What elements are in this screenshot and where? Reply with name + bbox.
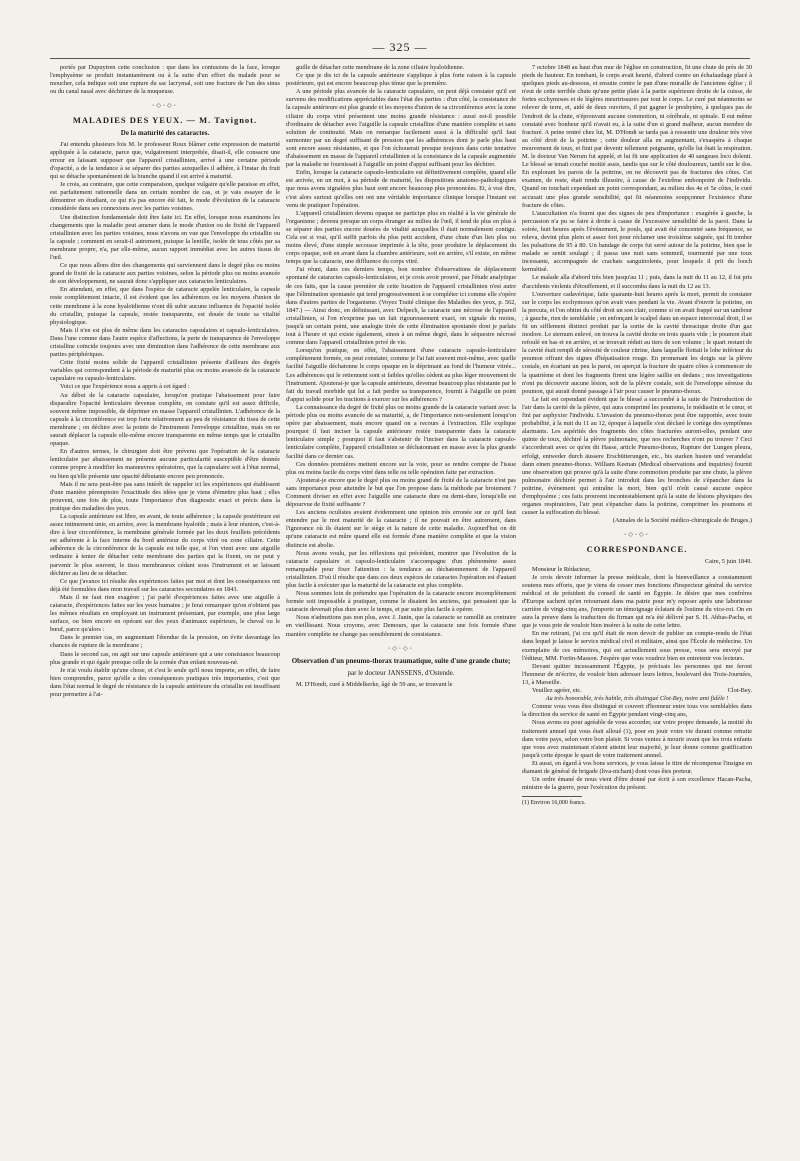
observation-title: Observation d'un pneumo-thorax traumatique, suite d'une grande chute;: [291, 656, 511, 665]
paragraph: Mais il ne faut rien exagérer ; j'ai parlé d'expériences faites avec une aiguille à cataracte, d'expériences faites sur les yeux humains ; je ferai remarquer qu'on n'obtient pas les mêmes résultats en employant un instrument présentant, par exemple, une plus large surface, ou bien encore en opérant sur des yeux d'animaux supérieurs, le cheval ou le bœuf, parce qu'alors :: [50, 593, 280, 634]
paragraph: Les anciens oculistes avaient évidemment une opinion très erronée sur ce qu'il faut entendre par le mot maturité de la cataracte ; il ne pouvait en être autrement, dans l'ignorance où ils étaient sur le siège et la nature de cette maladie. Aujourd'hui on dit qu'une cataracte est mûre quand elle est formée d'une manière complète et que la vision distincte est abolie.: [286, 509, 516, 549]
ornament-divider: ◦◇◦◇◦: [388, 645, 414, 652]
paragraph: Ce que nous allons dire des changements qui surviennent dans le degré plus ou moins grand de fixité de la cataracte aux parties voisines, selon la période plus ou moins avancée de son développement, ne saurait donc s'appliquer aux cataractes lenticulaires.: [50, 262, 280, 286]
paragraph: J'ai entendu plusieurs fois M. le professeur Roux blâmer cette expression de maturité appliquée à la cataracte, parce que, vulgairement interprétée, disait-il, elle consacre une erreur en laissant supposer que l'appareil cristallinien, arrivé à une certaine période d'opacité, a de la tendance à se séparer des parties auxquelles il adhère, à l'instar du fruit qui se détache spontanément de la branche quand il est arrivé à maturité.: [50, 140, 280, 181]
paragraph: En d'autres termes, le chirurgien doit être prévenu que l'opération de la cataracte lenticulaire par abaissement ne présente aucune particularité susceptible d'être donnée comme propre à modifier les manœuvres opératoires, que la capsulaire soit à l'état normal, ou bien qu'elle présente une opacité débutante encore peu prononcée.: [50, 448, 280, 480]
paragraph: A une période plus avancée de la cataracte capsulaire, on peut déjà constater qu'il est survenu des modifications appréciables dans l'état des parties : d'un côté, la consistance de la capsule antérieure est plus grande et les moyens d'union de sa circonférence avec la zone ciliaire du corps vitré présentent une moins grande résistance : aussi est-il possible d'ordinaire de détacher avec l'aiguille la capsule cristalline d'une manière complète et sans solution de continuité. Mais on remarque facilement aussi à la difficulté qu'il faut surmonter par un degré suffisant de pression que les adhérences dont je parle plus haut sont encore assez résistantes, et que l'on échouerait presque toujours dans cette tentative d'abaissement en masse de l'appareil cristallinien si la consistance de la capsule augmentée par la maladie ne fournissait à l'aiguille un point d'appui suffisant pour les déchirer.: [286, 88, 516, 169]
paragraph: En attendant, en effet, que dans l'espèce de cataracte appelée lenticulaire, la capsule reste complètement intacte, il est évident que les adhérences ou les moyens d'union de cette membrane à la zone hyaloïdienne n'ont dû subir aucune influence de l'opacité isolée du cristallin, puisque la capsule, restée transparente, est douée de toute sa vitalité physiologique.: [50, 286, 280, 326]
paragraph: La capsule antérieure est libre, en avant, de toute adhérence ; la capsule postérieure est assez intimement unie, en arrière, avec la membrane hyaloïde ; mais à leur réunion, c'est-à-dire à leur circonférence, la membrane générale formée par les deux feuillets précédents est adhérente à la face interne du bord antérieur du corps vitré ou zone ciliaire. Cette adhérence de la circonférence de la capsule est telle que, si l'on vient avec une aiguille ordinaire à tenter de détacher cette membrane des parties qui la fixent, on ne peut y parvenir le plus souvent, le tissu membraneux cédant sous l'instrument et se laissant déchirer au lieu de se détacher.: [50, 512, 280, 577]
correspondence-title: CORRESPONDANCE.: [586, 544, 688, 555]
paragraph: portés par Dupuytren cette conclusion : que dans les contusions de la face, lorsque l'emphysème se produit instantanément ou à la suite d'un effort du malade pour se moucher, cela indique soit une rupture du sac lacrymal, soit une fracture de l'un des sinus ou du canal nasal avec déchirure de la muqueuse.: [50, 64, 280, 96]
paragraph: J'ai réuni, dans ces derniers temps, bon nombre d'observations de déplacement spontané de cataractes capsulo-lenticulaires, et je crois avoir prouvé, par l'étude analytique de ces faits, que la cause première de cette luxation de l'appareil cristallinien n'est autre que l'élimination spontanée qui tend progressivement à se compléter ici comme elle s'opère dans d'autres parties de l'organisme. (Voyez Traité clinique des Maladies des yeux, p. 562, 1847.) — Ainsi donc, en définissant, avec Delpech, la cataracte une nécrose de l'appareil cristallinien, si l'on n'exprime pas un fait rigoureusement exact, on signale du moins, jusqu'à un certain point, une analogie tirée de cette élimination spontanée dont je parlais tout à l'heure et qui existe également, sinon à un même degré, dans le séquestre nécrosé comme dans l'appareil cristallinien privé de vie.: [286, 266, 516, 347]
paragraph: L'auscultation n'a fourni que des signes de peu d'importance : exagérée à gauche, la percussion n'a pu se faire à droite à cause de l'excessive sensibilité de la paroi. Dans la soirée, huit heures après l'événement, le pouls, qui avait été concentré sans fréquence, se releva, devint plus plein et assez fort pour réclamer une troisième saignée, qui fit tomber les pulsations de 95 à 80. Un bandage de corps fut serré autour de la poitrine, bien que le malade se sentit soulagé ; il passa une nuit sans sommeil, tourmenté par une toux incessante, accompagnée de crachats sanguinolents, pour lesquels il prit du looch kermétisé.: [522, 209, 752, 274]
paragraph: L'appareil cristallinien devenu opaque ne participe plus en réalité à la vie générale de l'organisme ; devenu presque un corps étranger au milieu de l'œil, il tend de plus en plus à se séparer des parties encore douées de vitalité auxquelles il était normalement contigu. Cela est si vrai, qu'il suffit parfois du plus petit accident, d'une chute d'un lieu plus ou moins élevé, d'une simple secousse imprimée à la tête, pour produire le déplacement du corps opaque, soit en avant dans la chambre antérieure, soit en arrière, s'il existe, en même temps que la cataracte, une diffluence du corps vitré.: [286, 209, 516, 266]
paragraph: guille de détacher cette membrane de la zone ciliaire hyaloïdienne.: [296, 64, 465, 71]
letter-dateline: Caire, 5 juin 1849.: [704, 557, 752, 565]
paragraph: Nous avons eu pour agréable de vous accorder, sur votre propre demande, la moitié du traitement annuel qui vous était alloué (1), pour en jouir votre vie durant comme retraite dans votre pays, selon votre bon plaisir. Si vous veniez à mourir avant que les trois enfants que vous avez maintenant n'aient atteint leur majorité, je leur donne comme gratification jusqu'à cette époque le quart de votre traitement annuel.: [522, 719, 752, 759]
paragraph: Dans le premier cas, en augmentant l'étendue de la pression, on évite davantage les chances de rupture de la membrane ;: [50, 634, 280, 650]
paragraph: Lorsqu'on pratique, en effet, l'abaissement d'une cataracte capsulo-lenticulaire complètement formée, on peut constater, comme je l'ai fait souvent moi-même, avec quelle facilité l'aiguille déchatonne le corps opaque en le déprimant au fond de l'humeur vitrée... Les adhérences qui le retiennent sont si faibles qu'elles cèdent au plus léger mouvement de l'instrument. Ajouterai-je que la capsule antérieure, devenue beaucoup plus résistante par le fait du travail morbide qui lui a fait perdre sa transparence, fournit à l'aiguille un point d'appui solide pour les tractions à exercer sur les adhérences ?: [286, 347, 516, 403]
paragraph: Mais il n'en est plus de même dans les cataractes capsulaires et capsulo-lenticulaires. Dans l'une comme dans l'autre espèce d'affections, la perte de transparence de l'enveloppe cristalline coïncide toujours avec une diminution dans l'adhérence de cette membrane aux parties périphériques.: [50, 326, 280, 359]
column-3: [522, 64, 752, 1154]
ornament-divider: ◦◇◦◇◦: [152, 103, 178, 110]
section-title: MALADIES DES YEUX. — M. Tavignot.: [72, 115, 258, 126]
paragraph: Enfin, lorsque la cataracte capsulo-lenticulaire est définitivement complète, quand elle est arrivée, en un mot, à sa période de maturité, les dispositions anatomo-pathologiques que nous avons signalées plus haut sont encore beaucoup plus prononcées. Et, à vrai dire, c'est alors surtout qu'elles ont ont une véritable importance clinique lorsque l'instant est venu de pratiquer l'opération.: [286, 169, 516, 209]
paragraph: Le malade alla d'abord très bien jusqu'au 11 ; puis, dans la nuit du 11 au 12, il fut pris d'accidents violents d'étouffement, et il succomba dans la nuit du 12 au 13.: [522, 274, 752, 290]
paragraph: Nous sommes loin de prétendre que l'opération de la cataracte encore incomplètement formée soit impossible à pratiquer, comme le disaient les anciens, qui pensaient que la cataracte devenait plus dure avec le temps, et par suite plus facile à opérer.: [286, 590, 516, 614]
column-2: [286, 64, 516, 1154]
footnote: (1) Environ 16,000 francs.: [522, 800, 586, 807]
paragraph: Et aussi, en égard à vos bons services, je vous laisse le titre de récompense l'insigne en diamant de général de brigade (liva-nichani) dont vous êtes porteur.: [522, 759, 752, 775]
paragraph: Ce que je dis ici de la capsule antérieure s'applique à plus forte raison à la capsule postérieure, qui est encore beaucoup plus ténue que la première.: [286, 72, 516, 88]
signature: Clot-Bey.: [727, 687, 752, 695]
paragraph: Mais il ne sera peut-être pas sans intérêt de rappeler ici les expériences qui établissent d'une manière péremptoire l'exactitude des idées que je viens d'émettre plus haut ; elles prouvent, une fois de plus, toute l'importance d'un diagnostic exact et précis dans la pratique des maladies des yeux.: [50, 480, 280, 512]
observation-byline: par le docteur JANSSENS, d'Ostende.: [347, 668, 455, 677]
paragraph: Au début de la cataracte capsulaire, lorsqu'on pratique l'abaissement pour faire disparaître l'opacité lenticulaire devenue complète, on constate qu'il est assez difficile, souvent même impossible, de déprimer en masse l'appareil cristallinien. L'adhérence de la capsule à la circonférence est trop forte relativement au peu de résistance du tissu de cette membrane ; on déchire avec la pointe de l'instrument l'enveloppe cristalline, mais on ne saurait déplacer la capsule elle-même encore transparente en même temps que le cristallin opaque.: [50, 391, 280, 448]
footnote-rule: [522, 796, 582, 797]
paragraph: Ces données premières mettent encore sur la voie, pour se rendre compte de l'issue plus ou moins facile du corps vitré dans telle ou telle opération faite par extraction.: [286, 460, 516, 476]
paragraph: L'ouverture cadavérique, faite quarante-huit heures après la mort, permit de constater sur le corps les ecchymoses qu'on avait vues pendant la vie. Avant d'ouvrir la poitrine, on la percuta, et l'on obtint du côté droit un son clair, comme si on avait frappé sur un tambour ; à gauche, rien de semblable ; en enfonçant le scalpel dans un espace intercostal droit, il se fit un sifflement distinct produit par la sortie de la cavité thoracique droite d'un gaz inodore. Le sternum enlevé, on trouva la cavité droite en trois quarts vide ; le poumon était refoulé en bas et en arrière, et se trouvait réduit au tiers de son volume ; le quart restant de la cavité était rempli de sérosité de couleur citrine, dans laquelle flottait le lobe inférieur du poumon offrant des signes d'hépatisation rouge. En promenant les doigts sur la plèvre costale, en écartant un peu la paroi, on aperçut la fracture de quatre côtes à commencer de la quatrième et dont les fragments firent une légère saillie en dedans ; nos investigations n'ont pu découvrir aucune lésion, soit de la plèvre costale, soit de l'enveloppe séreuse du poumon, qui aurait donné passage à l'air pour causer le pneumo-thorax.: [522, 290, 752, 395]
paragraph: Le fait est cependant évident que le blessé a succombé à la suite de l'introduction de l'air dans la cavité de la plèvre, qui aura comprimé les poumons, le médiastin et le cœur, et fini par asphyxier l'individu. L'invasion du pneumo-thorax peut être rapportée, avec toute probabilité, à la nuit du 11 au 12, époque à laquelle s'est déclaré le cortège des symptômes alarmants. Les aspérités des fragments des côtes fracturées auront-elles, pendant une quinte de toux, déchiré la plèvre pulmonaire, que nos recherches n'ont pu trouver ? Ceci s'accorderait avec ce qu'en dit Hasse, article Pneumo-thorax, Rupture der Lungen pleura, erfolgt, entweder durch äussere Erschütterungen, etc., bis starken husten und verandelst dann einen pneumo-thorax. William Keenan (Medical observations and inquiries) fournit une observation qui prouve qu'à la suite d'une commotion produite par une chute, la plèvre pulmonaire déchirée permet à l'air introduit dans les bronches de s'épancher dans la poitrine, évènement qui entraîne la mort, bien qu'il n'eût causé aucune espèce d'emphysème ; ces faits prouvent incontestablement qu'à la suite de lésions physiques des organes respiratoires, l'air peut s'épancher dans la poitrine, comprimer les poumons et causer la suffocation du blessé.: [522, 395, 752, 517]
paragraph: Ajouterai-je encore que le degré plus ou moins grand de fixité de la cataracte n'est pas sans importance pour atteindre le but que l'on propose dans la méthode par broiement ? Comment diviser en effet avec l'aiguille une cataracte dure ou demi-dure, lorsqu'elle est dépourvue de fixité suffisante ?: [286, 476, 516, 509]
paragraph: En me retirant, j'ai cru qu'il était de mon devoir de publier un compte-rendu de l'état dans lequel je laisse le service médical civil et militaire, ainsi que l'École de médecine. Un exemplaire de ces mémoires, qui est actuellement sous presse, vous sera envoyé par l'éditeur, MM. Fortin-Masson. J'espère que vous voudrez bien en entretenir vos lecteurs.: [522, 630, 752, 662]
paragraph: Nous n'admettons pas non plus, avec J. Janin, que la cataracte se ramollit au contraire en vieillissant. Nous croyons, avec Demours, que la cataracte une fois formée d'une manière complète ne change pas sensiblement de consistance.: [286, 614, 516, 638]
paragraph: La connaissance du degré de fixité plus ou moins grande de la cataracte variant avec la période plus ou moins avancée de sa maturité, a, de l'importance non-seulement lorsqu'on opère par abaissement, mais encore quand on a recours à l'extraction. Elle explique pourquoi il faut inciser la capsule antérieure restée transparente dans la cataracte lenticulaire simple ; pourquoi il faut s'abstenir de l'inciser dans la cataracte capsulo-lenticulaire complète, l'appareil cristallinien se déchatonnant en masse avec la plus grande facilité dans ce dernier cas.: [286, 403, 516, 460]
page-number: — 325 —: [372, 40, 428, 54]
source-citation: (Annales de la Société médico-chirurgicale de Bruges.): [612, 517, 752, 525]
header-rule: [50, 58, 750, 59]
ornament-divider: ◦◇◦◇◦: [624, 532, 650, 539]
paragraph: 7 octobre 1848 au haut d'un mur de l'église en construction, fit une chute de près de 30 pieds de hauteur. En tombant, le corps avait heurté, d'abord contre un échafaudage placé à quelques pieds au-dessous, et ensuite contre le pan d'une muraille de l'ancienne église ; il n'eut de cette terrible chute qu'une petite plaie à la partie supérieure droite de la cuisse, de fortes ecchymoses et de légères meurtrissures par tout le corps. Le curé put néanmoins se relever de terre, et, aidé de deux ouvriers, il put gagner le presbytère, à quelques pas de l'endroit de la chute, n'éprouvant aucune commotion, ni cérébrale, ni spinale. Il eut même constaté avec bonheur qu'il n'avait eu, à la suite d'un si grand malheur, aucun membre de fracturé. A peine rentré chez lui, M. D'Hondt se tarda pas à ressentir une douleur très vive au côté droit de la poitrine ; cette douleur alla en augmentant, s'exaspéra à chaque mouvement de toux, et finit par devenir tellement poignante, qu'elle lui ôtait la respiration. M. le docteur Van Nerum fut appelé, et lui fit une application de 40 sangsues loco dolenti. Le blessé se tenait couché moitié assis, tandis que sur le côté douloureux, tantôt sur le dos. En explorant les parois de la poitrine, on ne découvrit pas de fractures des côtes. Cet examen, de reste, était rendu illusoire, à cause de l'extrême embonpoint de l'individu. Quand on touchait cependant un point correspondant, au milieu des 4e et 5e côtes, le curé accusait une plus grande sensibilité, qui fit néanmoins soupçonner l'existence d'une fracture de côtes.: [522, 64, 752, 209]
article-title: De la maturité des cataractes.: [120, 128, 210, 137]
closing-formula: Veuillez agréer, etc.: [532, 687, 582, 695]
letter-salutation: Monsieur le Rédacteur,: [532, 565, 591, 573]
paragraph: Nous avons voulu, par les réflexions qui précèdent, montrer que l'évolution de la cataracte capsulaire et capsulo-lenticulaire s'accompagne d'un phénomène assez remarquable pour fixer l'attention : la tendance au déchatonnement de l'appareil cristallinien. D'où il résulte que dans ces deux espèces de cataractes l'opération est d'autant plus facile à exécuter que la maturité de la cataracte est plus complète.: [286, 549, 516, 589]
paragraph: M. D'Hondt, curé à Middelkerke, âgé de 59 ans, se trouvant le: [296, 680, 453, 688]
paragraph: Devant quitter incessamment l'Égypte, je précisais les personnes qui me feront l'honneur de m'écrire, de vouloir bien adresser leurs lettres, boulevard des Trois-Journées, 13, à Marseille.: [522, 662, 752, 686]
letter-closing: [522, 687, 752, 695]
firman-address: Au très honorable, très habile, très distingué Clot-Bey, notre ami fidèle !: [545, 695, 729, 703]
paragraph: Voici ce que l'expérience nous a appris à cet égard :: [60, 383, 190, 391]
paragraph: Cette fixité moins solide de l'appareil cristallinien présente d'ailleurs des degrés variables qui correspondent à la période de maturité plus ou moins avancée de la cataracte capsulaire ou capsulo-lenticulaire.: [50, 359, 280, 383]
paragraph: Un ordre émané de nous vient d'être donné par écrit à son excellence Hacan-Pacha, ministre de la guerre, pour l'exécution du présent.: [522, 776, 752, 792]
paragraph: Ce que j'avance ici résulte des expériences faites par moi et dont les conséquences ont déjà été formulées dans mon travail sur les cataractes secondaires en 1843.: [50, 577, 280, 593]
column-1: [50, 64, 280, 1154]
paragraph: Je crois devoir informer la presse médicale, dont la bienveillance a constamment soutenu mes efforts, que je viens de cesser mes fonctions d'inspecteur général du service médical et de président du conseil de santé en Égypte. Je désire que mes confrères d'Europe sachent qu'en retournant dans ma patrie pour m'y reposer après une laborieuse carrière de vingt-cinq ans, j'emporte un témoignage éclatant de l'estime du vice-roi. On en aura la preuve dans la traduction du firman qui m'a été délivré par S. H. Abbas-Pacha, et que je vous prie de vouloir bien insérer à la suite de cette lettre.: [522, 573, 752, 630]
paragraph: Je n'ai voulu établir qu'une chose, et c'est le seule qu'il nous importe, en effet, de faire bien comprendre, parce qu'elle a des conséquences pratiques très importantes, c'est que dans l'état normal le degré de résistance de la capsule antérieure du cristallin est insuffisant pour permettre à l'ai-: [50, 666, 280, 699]
paragraph: Je crois, au contraire, que cette comparaison, quelque vulgaire qu'elle paraisse en effet, est parfaitement rationnelle dans un certain nombre de cas, et je vais essayer de le démontrer en étudiant, ce qui n'a pas encore été fait, le mode d'évolution de la cataracte considérée dans ses connexions avec les parties voisines.: [50, 181, 280, 213]
paragraph: Une distinction fondamentale doit être faite ici. En effet, lorsque nous examinons les changements que la maladie peut amener dans le mode d'union ou de fixité de l'appareil cristallinien avec les parties voisines, nous n'avons en vue que l'enveloppe du cristallin ou la capsule ; comment en serait-il autrement, puisque la lentille, isolée de tous côtés par sa membrane propre, n'a, par elle-même, aucun rapport immédiat avec les autres tissus de l'œil.: [50, 213, 280, 261]
paragraph: Comme vous vous êtes distingué et couvert d'honneur entre tous vos semblables dans la direction du service de santé en Égypte pendant vingt-cinq ans,: [522, 703, 752, 719]
paragraph: Dans le second cas, on agit sur une capsule antérieure qui a une consistance beaucoup plus grande et qui égale presque celle de la cornée d'un enfant nouveau-né.: [50, 650, 280, 666]
